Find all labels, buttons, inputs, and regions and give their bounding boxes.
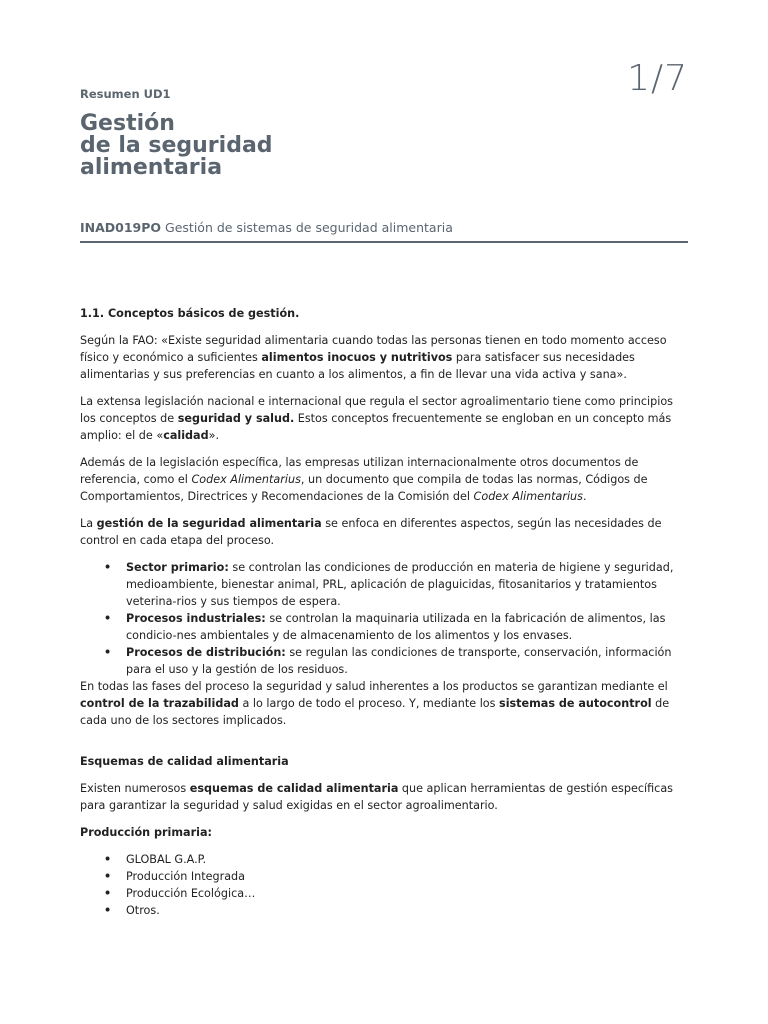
section-heading-schemes: Esquemas de calidad alimentaria [80,755,289,768]
page-number: 1/7 [627,58,688,99]
list-item: • GLOBAL G.A.P. [80,851,688,868]
bullet-sector-primario: • Sector primario: se controlan las condiciones de producción en materia de higiene y seguridad, medioambiente, bienestar animal, PRL, aplicación de plaguicidas, fitosanitarios y tratamientos veterina-rios y sus tiempos de espera. [80,559,688,610]
process-bullet-list [80,559,688,678]
document-kicker: Resumen UD1 [80,87,171,101]
paragraph-management: La gestión de la seguridad alimentaria se enfoca en diferentes aspectos, según las necesidades de control en cada etapa del proceso. [80,517,662,547]
list-item: • Producción Ecológica… [80,885,688,902]
scheme-list [80,851,688,919]
course-subtitle [80,220,688,243]
subheading-primary-production: Producción primaria: [80,826,212,839]
title-line-1: Gestión [80,111,175,136]
list-item: • Producción Integrada [80,868,688,885]
paragraph-codex: Además de la legislación específica, las empresas utilizan internacionalmente otros documentos de referencia, como el Codex Alimentarius, un documento que compila de todas las normas, Códigos de Comportamientos, Directrices y Recomendaciones de la Comisión del Codex Alimentarius. [80,456,648,503]
paragraph-fao: Según la FAO: «Existe seguridad alimentaria cuando todas las personas tienen en todo momento acceso físico y económico a suficientes alimentos inocuos y nutritivos para satisfacer sus necesidades alimentarias y sus preferencias en cuanto a los alimentos, a fin de llevar una vida activa y sana». [80,334,667,381]
paragraph-schemes: Existen numerosos esquemas de calidad alimentaria que aplican herramientas de gestión específicas para garantizar la seguridad y salud exigidas en el sector agroalimentario. [80,782,674,812]
course-name: Gestión de sistemas de seguridad alimentaria [165,220,453,235]
course-code: INAD019PO [80,220,162,235]
paragraph-traceability: En todas las fases del proceso la seguridad y salud inherentes a los productos se garantizan mediante el control de la trazabilidad a lo largo de todo el proceso. Y, mediante los sistemas de autocontrol de cada uno de los sectores implicados. [80,680,670,727]
list-item: • Otros. [80,902,688,919]
title-line-3: alimentaria [80,155,223,180]
bullet-procesos-industriales: • Procesos industriales: se controlan la maquinaria utilizada en la fabricación de alimentos, las condicio-nes ambientales y de almacenamiento de los alimentos y los envases. [80,610,688,644]
document-body [80,305,688,919]
paragraph-legislation: La extensa legislación nacional e internacional que regula el sector agroalimentario tiene como principios los conceptos de seguridad y salud. Estos conceptos frecuentemente se engloban en un concepto más amplio: el de «calidad». [80,395,673,442]
bullet-procesos-distribucion: • Procesos de distribución: se regulan las condiciones de transporte, conservación, información para el uso y la gestión de los residuos. [80,644,688,678]
section-heading-concepts: 1.1. Conceptos básicos de gestión. [80,307,300,320]
document-title [80,113,273,179]
title-line-2: de la seguridad [80,133,273,158]
